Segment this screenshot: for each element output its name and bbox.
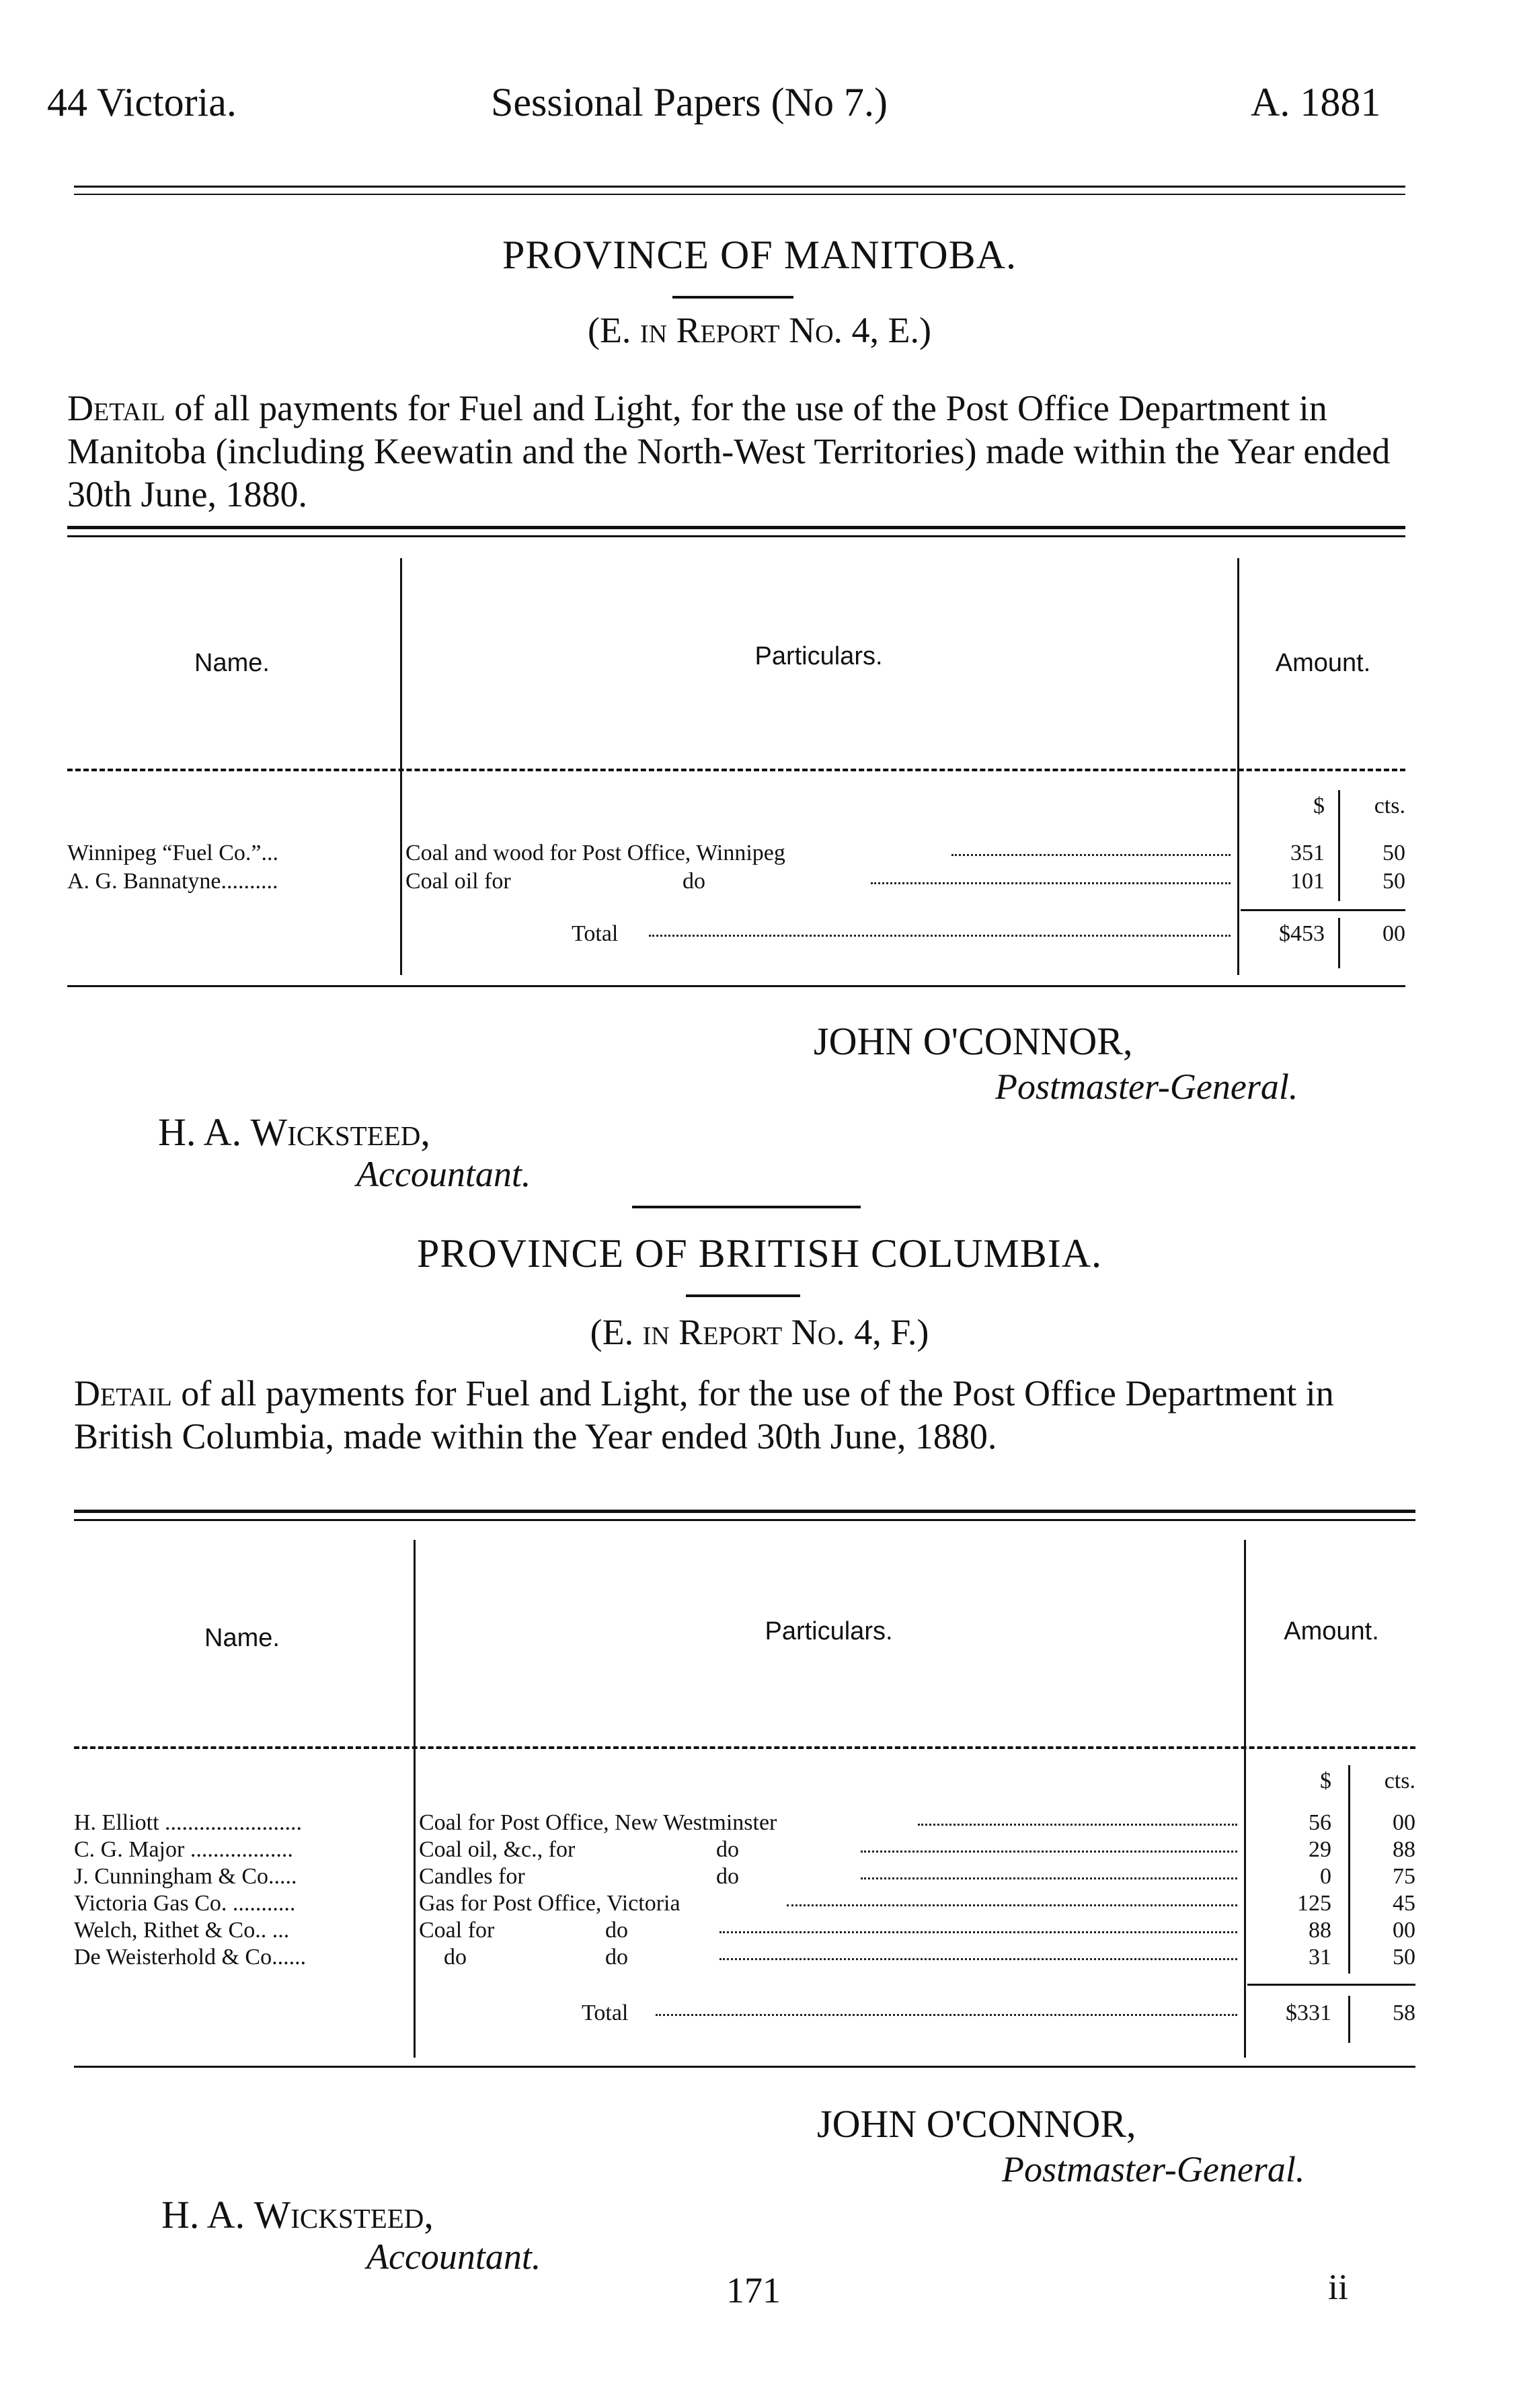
section-divider-rule [632, 1206, 861, 1208]
row-cents: 50 [1382, 869, 1405, 894]
row-ditto: do [716, 1864, 739, 1889]
row-particulars: do [444, 1945, 467, 1970]
row-leader-dots [918, 1824, 1237, 1826]
bc-detail-lead: Detail [74, 1373, 172, 1413]
page-number: 171 [726, 2270, 781, 2310]
row-cents: 75 [1393, 1864, 1415, 1889]
manitoba-total-cents-divider [1338, 918, 1340, 968]
row-leader-dots [719, 1931, 1237, 1933]
manitoba-total-rule [1241, 909, 1405, 911]
bc-col-name: Name. [204, 1624, 280, 1652]
total-dollars: $331 [1286, 2001, 1331, 2025]
row-ditto: do [683, 869, 705, 894]
bc-detail [74, 1372, 1419, 1458]
manitoba-header-rule [67, 769, 1405, 771]
running-head-center: Sessional Papers (No 7.) [491, 80, 888, 124]
bc-accountant-name: H. A. Wicksteed, [161, 2193, 434, 2237]
manitoba-table-top-rule-2 [67, 535, 1405, 537]
row-particulars: Coal oil, &c., for [419, 1837, 576, 1862]
row-ditto: do [605, 1918, 628, 1943]
total-label: Total [582, 2001, 629, 2025]
head-rule [74, 186, 1405, 188]
manitoba-signatory-title: Postmaster-General. [995, 1066, 1298, 1107]
manitoba-detail [67, 387, 1405, 516]
row-name: Victoria Gas Co. ........... [74, 1891, 296, 1916]
row-cents: 50 [1393, 1945, 1415, 1970]
row-ditto: do [716, 1837, 739, 1862]
row-particulars: Coal for [419, 1918, 495, 1943]
running-head-left: 44 Victoria. [47, 80, 237, 124]
manitoba-col-divider-2 [1237, 558, 1239, 975]
manitoba-title: PROVINCE OF MANITOBA. [502, 233, 1017, 277]
row-particulars: Coal for Post Office, New Westminster [419, 1810, 777, 1835]
manitoba-accountant-name: H. A. Wicksteed, [158, 1110, 430, 1154]
row-dollars: 31 [1309, 1945, 1331, 1970]
manitoba-accountant-title: Accountant. [356, 1154, 531, 1194]
head-rule-2 [74, 194, 1405, 195]
manitoba-detail-lead: Detail [67, 388, 165, 428]
row-name: Welch, Rithet & Co.. ... [74, 1918, 290, 1943]
bc-col-particulars: Particulars. [765, 1617, 893, 1645]
bc-col-amount: Amount. [1284, 1617, 1379, 1645]
manitoba-cents-divider-rows [1338, 841, 1340, 901]
row-particulars: Coal oil for [405, 869, 511, 894]
row-leader-dots [861, 1877, 1237, 1879]
manitoba-col-name: Name. [194, 649, 270, 677]
manitoba-col-particulars: Particulars. [754, 642, 883, 670]
row-cents: 00 [1393, 1810, 1415, 1835]
total-dollars: $453 [1279, 921, 1325, 946]
manitoba-unit-cents: cts. [1374, 793, 1405, 818]
row-leader-dots [871, 882, 1231, 884]
row-particulars: Candles for [419, 1864, 525, 1889]
bc-signatory-name: JOHN O'CONNOR, [817, 2102, 1136, 2146]
total-leader-dots [649, 935, 1231, 937]
total-leader-dots [656, 2014, 1237, 2016]
row-cents: 50 [1382, 841, 1405, 865]
manitoba-table-bottom-rule [67, 985, 1405, 987]
total-cents: 58 [1393, 2001, 1415, 2025]
row-name: De Weisterhold & Co...... [74, 1945, 307, 1970]
bc-unit-cents: cts. [1384, 1769, 1415, 1793]
row-cents: 45 [1393, 1891, 1415, 1916]
manitoba-col-divider-1 [400, 558, 402, 975]
row-name: H. Elliott ........................ [74, 1810, 303, 1835]
row-name: Winnipeg “Fuel Co.”... [67, 841, 279, 865]
total-label: Total [572, 921, 619, 946]
bc-table-top-rule [74, 1510, 1415, 1513]
row-dollars: 125 [1297, 1891, 1331, 1916]
manitoba-detail-text: of all payments for Fuel and Light, for the use of the Post Office Department in Manitoba (including Keewatin and the North-West Territories) made within the Year ended 30th June, 1880. [67, 388, 1391, 514]
manitoba-table-top-rule [67, 526, 1405, 529]
bc-signatory-title: Postmaster-General. [1002, 2149, 1305, 2189]
bc-col-divider-1 [414, 1540, 416, 2058]
row-leader-dots [861, 1851, 1237, 1853]
signature-mark: ii [1328, 2267, 1349, 2307]
bc-cents-divider [1348, 1765, 1350, 1974]
total-cents: 00 [1382, 921, 1405, 946]
bc-col-divider-2 [1244, 1540, 1246, 2058]
bc-detail-text: of all payments for Fuel and Light, for the use of the Post Office Department in British Columbia, made within the Year ended 30th June, 1880. [74, 1373, 1334, 1457]
row-name: C. G. Major .................. [74, 1837, 293, 1862]
row-dollars: 29 [1309, 1837, 1331, 1862]
row-leader-dots [719, 1958, 1237, 1960]
row-leader-dots [787, 1904, 1237, 1906]
running-head-right: A. 1881 [1251, 80, 1381, 124]
row-dollars: 101 [1290, 869, 1325, 894]
row-dollars: 88 [1309, 1918, 1331, 1943]
row-leader-dots [951, 854, 1231, 856]
bc-title-rule [686, 1294, 800, 1297]
bc-header-rule [74, 1746, 1415, 1749]
row-cents: 00 [1393, 1918, 1415, 1943]
row-cents: 88 [1393, 1837, 1415, 1862]
bc-total-rule [1247, 1984, 1415, 1986]
row-particulars: Gas for Post Office, Victoria [419, 1891, 680, 1916]
manitoba-cents-divider [1338, 790, 1340, 841]
bc-subtitle: (E. in Report No. 4, F.) [590, 1312, 929, 1352]
row-dollars: 0 [1320, 1864, 1331, 1889]
row-particulars: Coal and wood for Post Office, Winnipeg [405, 841, 785, 865]
bc-title: PROVINCE OF BRITISH COLUMBIA. [416, 1231, 1103, 1276]
bc-unit-dollars: $ [1320, 1769, 1331, 1793]
manitoba-col-amount: Amount. [1275, 649, 1371, 677]
row-name: A. G. Bannatyne.......... [67, 869, 278, 894]
row-dollars: 351 [1290, 841, 1325, 865]
manitoba-signatory-name: JOHN O'CONNOR, [814, 1019, 1133, 1063]
manitoba-subtitle: (E. in Report No. 4, E.) [587, 310, 932, 350]
row-ditto: do [605, 1945, 628, 1970]
row-name: J. Cunningham & Co..... [74, 1864, 297, 1889]
bc-table-bottom-rule [74, 2066, 1415, 2068]
bc-table-top-rule-2 [74, 1519, 1415, 1521]
bc-total-cents-divider [1348, 1996, 1350, 2043]
manitoba-unit-dollars: $ [1313, 793, 1325, 818]
manitoba-title-rule [672, 296, 793, 299]
row-dollars: 56 [1309, 1810, 1331, 1835]
bc-accountant-title: Accountant. [366, 2237, 541, 2277]
